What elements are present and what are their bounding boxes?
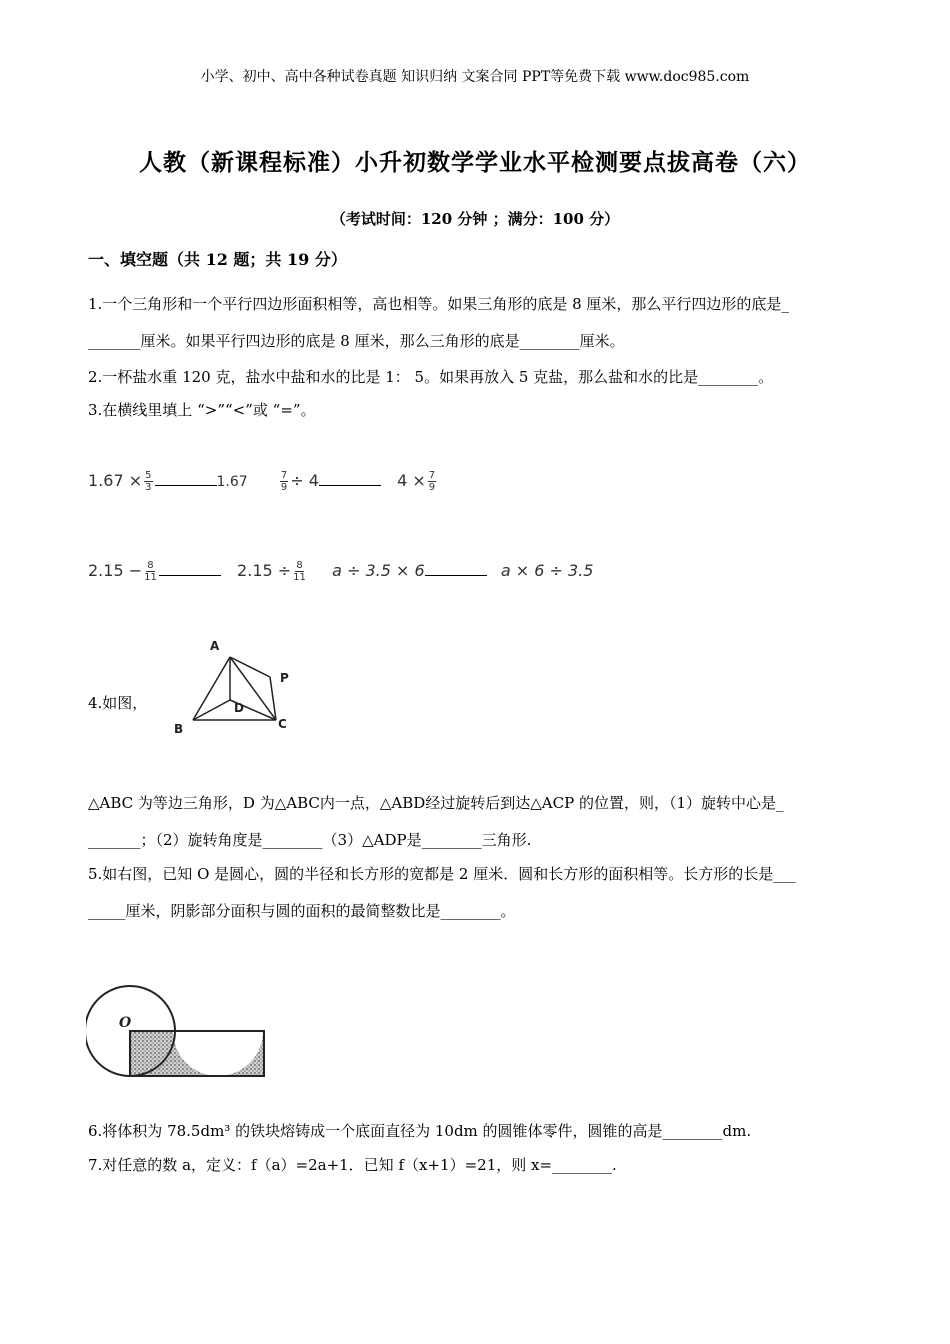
q1-line2: _______厘米。如果平行四边形的底是 8 厘米，那么三角形的底是________厘米。 (88, 332, 625, 350)
q7-text: 7.对任意的数 a，定义：f（a）=2a+1．已知 f（x+1）=21，则 x=________. (88, 1156, 617, 1174)
label-d: D (234, 701, 244, 715)
q4-label: 4.如图， (88, 694, 148, 712)
label-o: O (119, 1015, 132, 1031)
section-heading: 一、填空题（共 12 题；共 19 分） (88, 250, 347, 269)
label-p: P (280, 671, 289, 685)
exam-subtitle: （考试时间：120 分钟 ；满分：100 分） (330, 210, 620, 228)
q4-triangle-figure (168, 632, 298, 742)
shaded-region (130, 1031, 264, 1076)
q6-text: 6.将体积为 78.5dm³ 的铁块熔铸成一个底面直径为 10dm 的圆锥体零件，圆锥的高是________dm. (88, 1122, 752, 1140)
label-a: A (210, 639, 220, 653)
answer-blank[interactable] (319, 471, 381, 486)
q3-row1: 1.67 × $\frac{5}{3}$ 1.67 $\frac{7}{9}$ ÷ 4 4 × $\frac{7}{9}$ (88, 470, 436, 493)
q5-line2: _____厘米，阴影部分面积与圆的面积的最简整数比是________。 (88, 902, 516, 920)
q4-line2: _______；（2）旋转角度是________（3）△ADP是________三角形. (88, 831, 532, 849)
q1-line1: 1.一个三角形和一个平行四边形面积相等，高也相等。如果三角形的底是 8 厘米，那么平行四边形的底是_ (88, 295, 789, 313)
q3-r1-a: 1.67 × (88, 471, 143, 490)
fraction: $\frac{5}{3}$ (145, 470, 152, 493)
page-header: 小学、初中、高中各种试卷真题 知识归纳 文案合同 PPT等免费下载 www.doc985.com (200, 69, 750, 85)
fraction: $\frac{7}{9}$ (428, 470, 436, 493)
answer-blank[interactable] (425, 561, 487, 576)
answer-blank[interactable] (159, 561, 221, 576)
q4-line1: △ABC 为等边三角形，D 为△ABC内一点，△ABD经过旋转后到达△ACP 的位置，则，（1）旋转中心是_ (88, 794, 784, 812)
q5-line1: 5.如右图，已知 O 是圆心，圆的半径和长方形的宽都是 2 厘米．圆和长方形的面积相等。长方形的长是___ (88, 865, 796, 883)
q2-text: 2.一杯盐水重 120 克，盐水中盐和水的比是 1： 5。如果再放入 5 克盐，那么盐和水的比是________。 (88, 368, 774, 386)
fraction: $\frac{7}{9}$ (280, 470, 288, 493)
fraction: $\frac{8}{11}$ (144, 560, 157, 583)
answer-blank[interactable] (155, 471, 217, 486)
q5-circle-rect-figure (86, 984, 272, 1084)
q3-text: 3.在横线里填上 “>”“<”或 “=”。 (88, 401, 316, 419)
exam-title: 人教（新课程标准）小升初数学学业水平检测要点拔高卷（六） (139, 149, 811, 176)
label-c: C (278, 717, 287, 731)
q3-row2: 2.15 − $\frac{8}{11}$ 2.15 ÷ $\frac{8}{11}$ a ÷ 3.5 × 6 a × 6 ÷ 3.5 (88, 560, 594, 583)
edge-ap (230, 657, 270, 677)
fraction: $\frac{8}{11}$ (293, 560, 306, 583)
q3-r1-b: ÷ 4 (290, 471, 319, 490)
label-b: B (174, 722, 184, 736)
